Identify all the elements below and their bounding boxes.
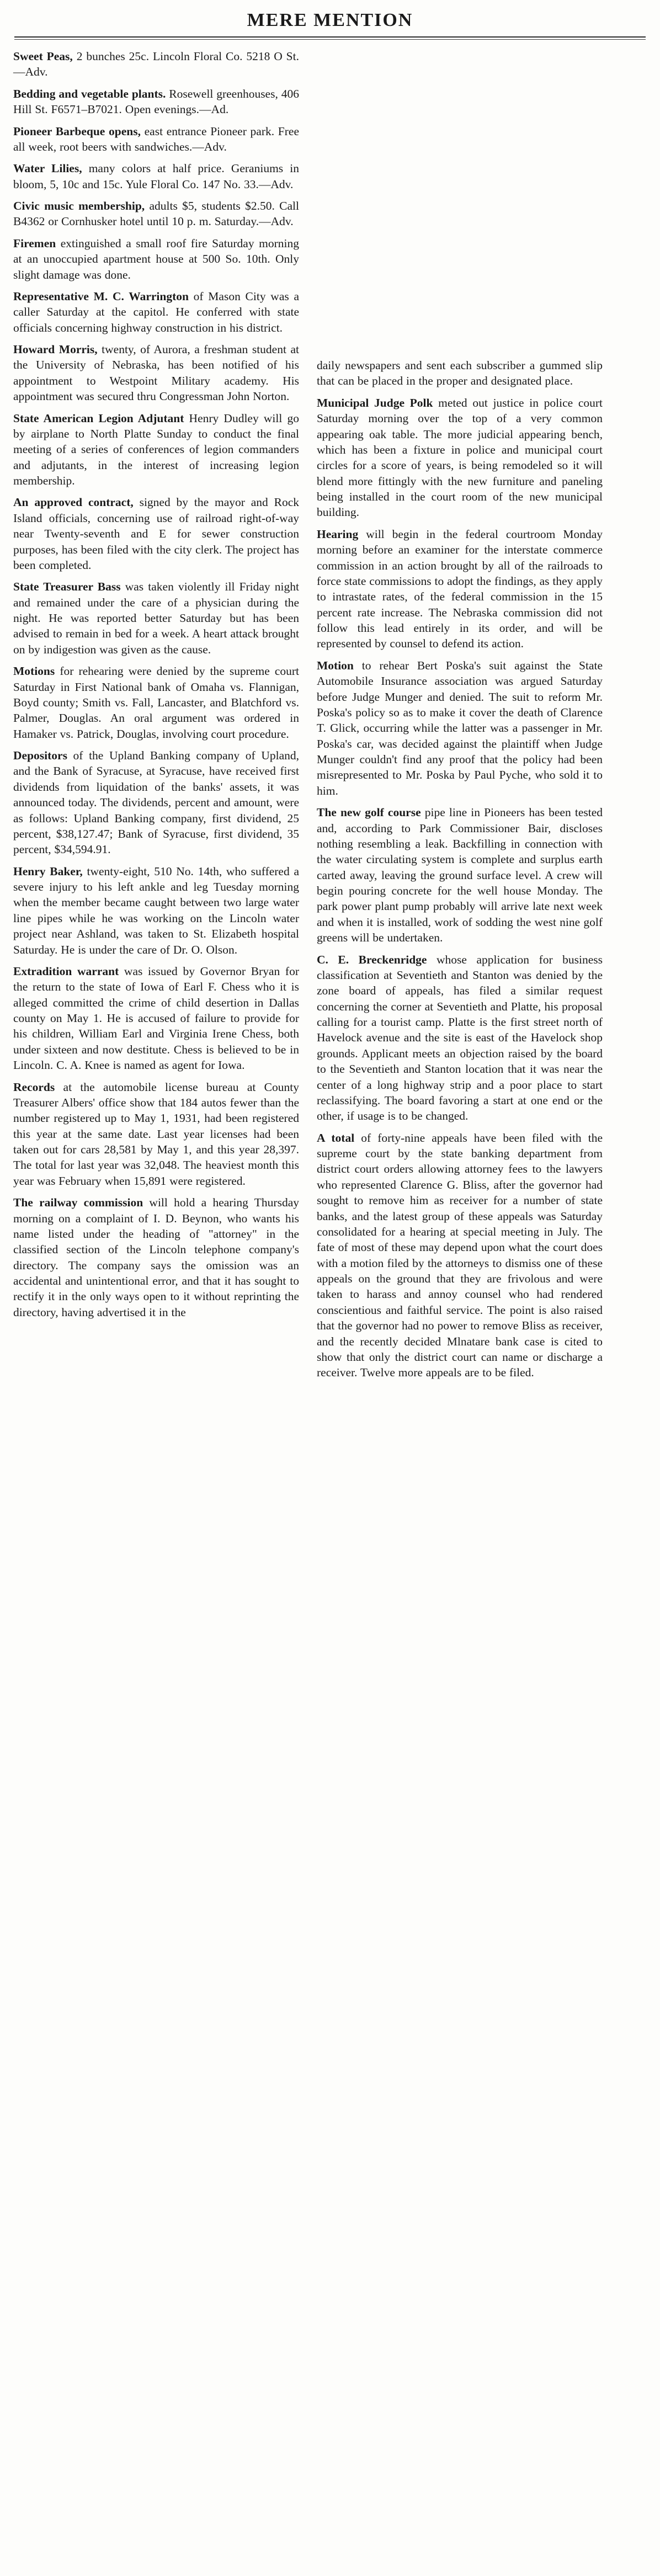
news-item-lead: Depositors <box>13 749 67 762</box>
news-item-lead: Municipal Judge Polk <box>317 396 433 409</box>
news-item <box>13 411 299 489</box>
news-item-lead: Civic music membership, <box>13 199 145 212</box>
news-item-lead: An approved contract, <box>13 496 134 509</box>
news-item <box>13 864 299 957</box>
page-title: MERE MENTION <box>247 10 413 30</box>
news-item-lead: Motions <box>13 664 55 678</box>
right-column <box>308 49 603 1387</box>
news-item <box>13 342 299 405</box>
news-item-text: of forty-nine appeals have been filed with the supreme court by the state banking department from district court orders allowing attorney fees to the lawyers who represented Clarence G. Bliss, after the governor had sought to remove him as receiver for a number of state banks, and the latest group of these appeals was Saturday consolidated for a hearing at special meeting in July. The fate of most of these may depend upon what the court does with a motion filed by the attorneys to dismiss one of these appeals on the ground that they are frivolous and were taken to harass and annoy counsel who had rendered conscientious and faithful service. The point is also raised that the governor had no power to remove Bliss as receiver, and the recently decided Mlnatare bank case is cited to show that only the district court can name or discharge a receiver. Twelve more appeals are to be filed. <box>317 1131 603 1380</box>
news-item-text: twenty-eight, 510 No. 14th, who suffered a severe injury to his left ankle and leg Tuesday morning when the member became caught between two large water line pipes while he was working on the Lincoln water project near Ashland, was taken to St. Elizabeth hospital Saturday. He is under the care of Dr. O. Olson. <box>13 864 299 956</box>
news-item-lead: Hearing <box>317 527 359 541</box>
news-item <box>13 1195 299 1320</box>
column-top-spacer <box>317 49 603 358</box>
news-item-text: daily newspapers and sent each subscriber a gummed slip that can be placed in the proper and designated place. <box>317 359 603 388</box>
news-item <box>317 805 603 945</box>
news-item <box>13 236 299 283</box>
article-columns <box>0 45 660 1403</box>
news-item-lead: Bedding and vegetable plants. <box>13 87 166 100</box>
news-item-text: Henry Dudley will go by airplane to North Platte Sunday to conduct the final meeting of a series of conferences of legion commanders and adjutants, in the interest of increasing legion membership. <box>13 411 299 487</box>
news-item <box>13 198 299 230</box>
news-item-lead: Records <box>13 1080 55 1094</box>
news-item-text: to rehear Bert Poska's suit against the State Automobile Insurance association was argued Saturday before Judge Munger and denied. The suit to reform Mr. Poska's policy so as to make it cover the death of Clarence T. Glick, occurring while the latter was a passenger in Mr. Poska's car, was decided against the plaintiff when Judge Munger couldn't find any proof that the policy had been misrepresented to Mr. Poska by Paul Pyche, who sold it to him. <box>317 658 603 797</box>
news-item <box>317 658 603 799</box>
news-item-lead: Representative M. C. Warrington <box>13 289 189 303</box>
news-item-lead: Pioneer Barbeque opens, <box>13 124 141 138</box>
news-item <box>13 289 299 336</box>
news-item-text: of the Upland Banking company of Upland, and the Bank of Syracuse, at Syracuse, have received first dividends from liquidation of the banks' assets, it was announced today. The dividends, percent and amount, were as follows: Upland Banking company, first dividend, 25 percent, $38,127.47; Bank of Syracuse, first dividend, 35 percent, $34,594.91. <box>13 749 299 856</box>
news-item-text: will hold a hearing Thursday morning on a complaint of I. D. Beynon, who wants his name listed under the heading of "attorney" in the classified section of the Lincoln telephone company's directory. The company says the omission was an accidental and unintentional error, and that it has sought to rectify it in the only ways open to it without reprinting the directory, having advertised it in the <box>13 1196 300 1319</box>
news-item-text: adults $5, students $2.50. Call B4362 or Cornhusker hotel until 10 p. m. Saturday.—Adv. <box>13 199 299 228</box>
news-item-text: meted out justice in police court Saturday morning over the top of a very common appearing oak table. The more judicial appearing bench, which has been a fixture in police and municipal court circles for a score of years, is being remodeled so it will blend more fittingly with the new furniture and paneling being installed in the court room of the new municipal building. <box>317 396 603 519</box>
news-item-lead: A total <box>317 1131 355 1145</box>
news-item-lead: Henry Baker, <box>13 864 83 878</box>
news-item-text: whose application for business classification at Seventieth and Stanton was denied by the zone board of appeals, has filed a similar request concerning the corner at Seventieth and Platte, his proposal calling for a tourist camp. Platte is the first street north of Havelock avenue and the site is east of the Havelock shop grounds. Applicant meets an objection raised by the board to the Seventieth and Stanton location that it was near the center of a long highway strip and a poor place to start reclassifying. The board favoring a start at one end or the other, if usage is to be changed. <box>317 952 603 1123</box>
news-item-lead: Water Lilies, <box>13 162 82 175</box>
masthead-rule <box>14 36 646 38</box>
news-item <box>13 663 299 742</box>
news-item-lead: State American Legion Adjutant <box>13 411 184 425</box>
news-item <box>317 952 603 1124</box>
news-item <box>13 748 299 858</box>
news-item <box>13 124 299 155</box>
news-item <box>13 86 299 118</box>
news-item <box>317 526 603 652</box>
news-item-lead: State Treasurer Bass <box>13 580 121 594</box>
news-item <box>13 1079 299 1189</box>
news-item-text: many colors at half price. Geraniums in bloom, 5, 10c and 15c. Yule Floral Co. 147 No. 33.—Adv. <box>13 162 299 191</box>
news-item-text: will begin in the federal courtroom Monday morning before an examiner for the interstate commerce commission in an action brought by all of the railroads to force state commissions to adopt the findings, as they apply to intrastate rates, of the federal commission in the 15 percent rate increase. The Nebraska commission did not follow this lead entirely in its order, and will be represented by counsel to defend its action. <box>317 527 603 651</box>
news-item-lead: Howard Morris, <box>13 343 98 356</box>
news-item <box>13 49 299 80</box>
news-item-lead: The railway commission <box>13 1196 143 1210</box>
news-item-lead: C. E. Breckenridge <box>317 952 427 966</box>
news-item <box>13 161 299 192</box>
news-item <box>13 579 299 657</box>
news-item-text: east entrance Pioneer park. Free all week, root beers with sandwiches.—Adv. <box>13 124 300 153</box>
news-item-continuation <box>317 358 603 389</box>
news-item-text: 2 bunches 25c. Lincoln Floral Co. 5218 O St.—Adv. <box>13 50 299 79</box>
news-item-text: was taken violently ill Friday night and remained under the care of a physician during the night. He was reported better Saturday but has been advised to remain in bed for a week. A heart attack brought on by indigestion was given as the cause. <box>13 580 299 656</box>
news-item-text: extinguished a small roof fire Saturday morning at an unoccupied apartment house at 500 So. 10th. Only slight damage was done. <box>13 236 299 281</box>
news-item-text: Rosewell greenhouses, 406 Hill St. F6571–B7021. Open evenings.—Ad. <box>13 87 299 116</box>
news-item <box>317 1130 603 1381</box>
news-item-text: was issued by Governor Bryan for the return to the state of Iowa of Earl F. Chess who it is alleged committed the crime of child desertion in Dallas county on May 1. He is accused of failure to provide for his children, William Earl and Virginia Irene Chess, both under sixteen and now destitute. Chess is believed to be in Lincoln. C. A. Knee is named as agent for Iowa. <box>13 964 300 1072</box>
news-item-lead: Motion <box>317 658 354 672</box>
masthead-rule-thin <box>14 39 646 40</box>
news-item-lead: Sweet Peas, <box>13 50 73 63</box>
news-item-lead: Extradition warrant <box>13 964 119 978</box>
news-item <box>317 395 603 520</box>
news-item-text: twenty, of Aurora, a freshman student at the University of Nebraska, has been notified of his appointment to Westpoint Military academy. His appointment was secured thru Congressman John Norton. <box>13 343 299 403</box>
news-item <box>13 494 299 573</box>
news-item-lead: Firemen <box>13 236 56 250</box>
left-column <box>13 49 308 1326</box>
news-item-text: at the automobile license bureau at County Treasurer Albers' office show that 184 autos fewer than the number registered up to May 1, 1931, had been registered this year at the same date. Last year licenses had been taken out for cars 28,581 by May 1, and this year 28,397. The total for last year was 32,048. The heaviest month this year was February when 15,891 were registered. <box>13 1080 299 1188</box>
news-item-text: for rehearing were denied by the supreme court Saturday in First National bank of Omaha vs. Flannigan, Boyd county; Smith vs. Fall, Lancaster, and Blatchford vs. Palmer, Douglas. An oral argument was ordered in Hamaker vs. Patrick, Douglas, involving court procedure. <box>13 664 299 741</box>
news-item-lead: The new golf course <box>317 806 421 819</box>
news-item-text: of Mason City was a caller Saturday at the capitol. He conferred with state officials concerning highway construction in his district. <box>13 289 300 334</box>
news-item-text: signed by the mayor and Rock Island officials, concerning use of railroad right-of-way near Twenty-seventh and E for sewer construction purposes, has been filed with the city clerk. The project has been completed. <box>13 496 299 572</box>
news-item <box>13 964 299 1073</box>
news-item-text: pipe line in Pioneers has been tested and, according to Park Commissioner Bair, discloses nothing resembling a leak. Backfilling in connection with the water circulating system is complete and surplus earth carted away, leaving the ground surface level. A crew will begin pouring concrete for the well house Monday. The park power plant pump probably will arrive late next week and when it is installed, work of sodding the west nine golf greens will be undertaken. <box>317 806 603 945</box>
